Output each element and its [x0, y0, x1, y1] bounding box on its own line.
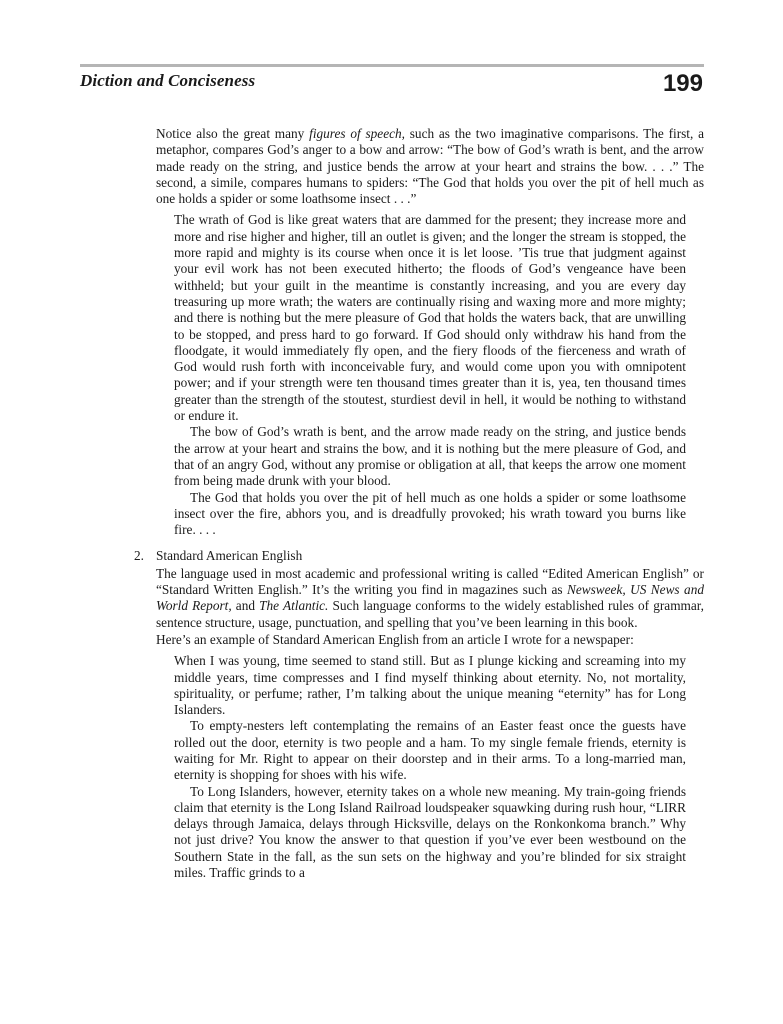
section-heading: Standard American English [156, 548, 303, 564]
page-number: 199 [662, 70, 703, 97]
section-paragraph [156, 566, 704, 631]
section-text: Such language conforms to the widely established rules of grammar, sentence structure, usage, punctuation, and spelling that you’ve been learning in this book. [156, 598, 705, 630]
quote-paragraph: To Long Islanders, however, eternity takes on a whole new meaning. My train-going friends claim that eternity is the Long Island Railroad loudspeaker squawking during rush hour, “LIRR delays through Jamaica, delays through Hicksville, delays on the Ronkonkoma branch.” Why not just drive? You know the answer to that question if you’ve ever been westbound on the Southern State in the fall, as the sun sets on the highway and you’re blinded for six straight miles. Traffic grinds to a [174, 783, 686, 881]
quote-paragraph: When I was young, time seemed to stand still. But as I plunge kicking and screaming into my middle years, time compresses and I find myself thinking about eternity. No, not mortality, spirituality, or perfume; rather, I’m talking about the unique meaning “eternity” has for Long Islanders. [174, 653, 686, 718]
quote-paragraph: The bow of God’s wrath is bent, and the arrow made ready on the string, and justice bends the arrow at your heart and strains the bow, and it is nothing but the mere pleasure of God, and that of an angry God, without any promise or obligation at all, that keeps the arrow one moment from being made drunk with your blood. [174, 424, 686, 489]
quote-paragraph: To empty-nesters left contemplating the remains of an Easter feast once the guests have rolled out the door, eternity is two people and a ham. To my single female friends, eternity is waiting for Mr. Right to appear on their doorstep and in their arms. To a long-married man, eternity is shopping for shoes with his wife. [174, 718, 686, 783]
magazine-names: Newsweek, US News and World Report, [156, 582, 704, 614]
quote-paragraph: The God that holds you over the pit of hell much as one holds a spider or some loathsome insect over the fire, abhors you, and is dreadfully provoked; his wrath toward you burns like fire. . . . [174, 489, 686, 538]
sermon-excerpt [174, 212, 686, 538]
running-title: Diction and Conciseness [80, 71, 256, 90]
section-text: and [231, 598, 260, 614]
intro-term: figures of speech, [309, 126, 405, 141]
magazine-name: The Atlantic. [259, 598, 329, 614]
section-text: The language used in most academic and professional writing is called “Edited American English” or “Standard Written English.” It’s the writing you find in magazines such as [156, 565, 704, 598]
intro-text-end: such as the two imaginative comparisons. The first, a metaphor, compares God’s anger to a bow and arrow: “The bow of God’s wrath is bent, and the arrow made ready on the string, and justice bends the arrow at your heart and strains the bow. . . .” The second, a simile, compares humans to spiders: “The God that holds you over the pit of hell much as one holds a spider or some loathsome insect . . .” [156, 126, 704, 207]
intro-text-start: Notice also the great many [156, 126, 310, 141]
section-paragraph: Here’s an example of Standard American English from an article I wrote for a newspaper: [156, 631, 634, 647]
page-body [134, 126, 705, 881]
newspaper-excerpt [174, 653, 686, 881]
intro-paragraph [156, 126, 704, 207]
list-item-standard-english [134, 548, 705, 881]
quote-paragraph: The wrath of God is like great waters that are dammed for the present; they increase more and more and rise higher and higher, till an outlet is given; and the longer the stream is stopped, the more rapid and mighty is its course when once it is let loose. ’Tis true that judgment against your evil work has not been executed hitherto; the floods of God’s vengeance have been withheld; but your guilt in the meantime is constantly increasing, and you are every day treasuring up more wrath; the waters are continually rising and waxing more and more mighty; and there is nothing but the mere pleasure of God that holds the waters back, that are unwilling to be stopped, and press hard to go forward. If God should only withdraw his hand from the floodgate, it would immediately fly open, and the fiery floods of the fierceness and wrath of God would rush forth with inconceivable fury, and would come upon you with omnipotent power; and if your strength were ten thousand times greater than it is, yea, ten thousand times greater than the strength of the stoutest, sturdiest devil in hell, it would be nothing to withstand or endure it. [174, 212, 686, 424]
header-rule [80, 64, 704, 67]
list-number: 2. [134, 548, 144, 564]
